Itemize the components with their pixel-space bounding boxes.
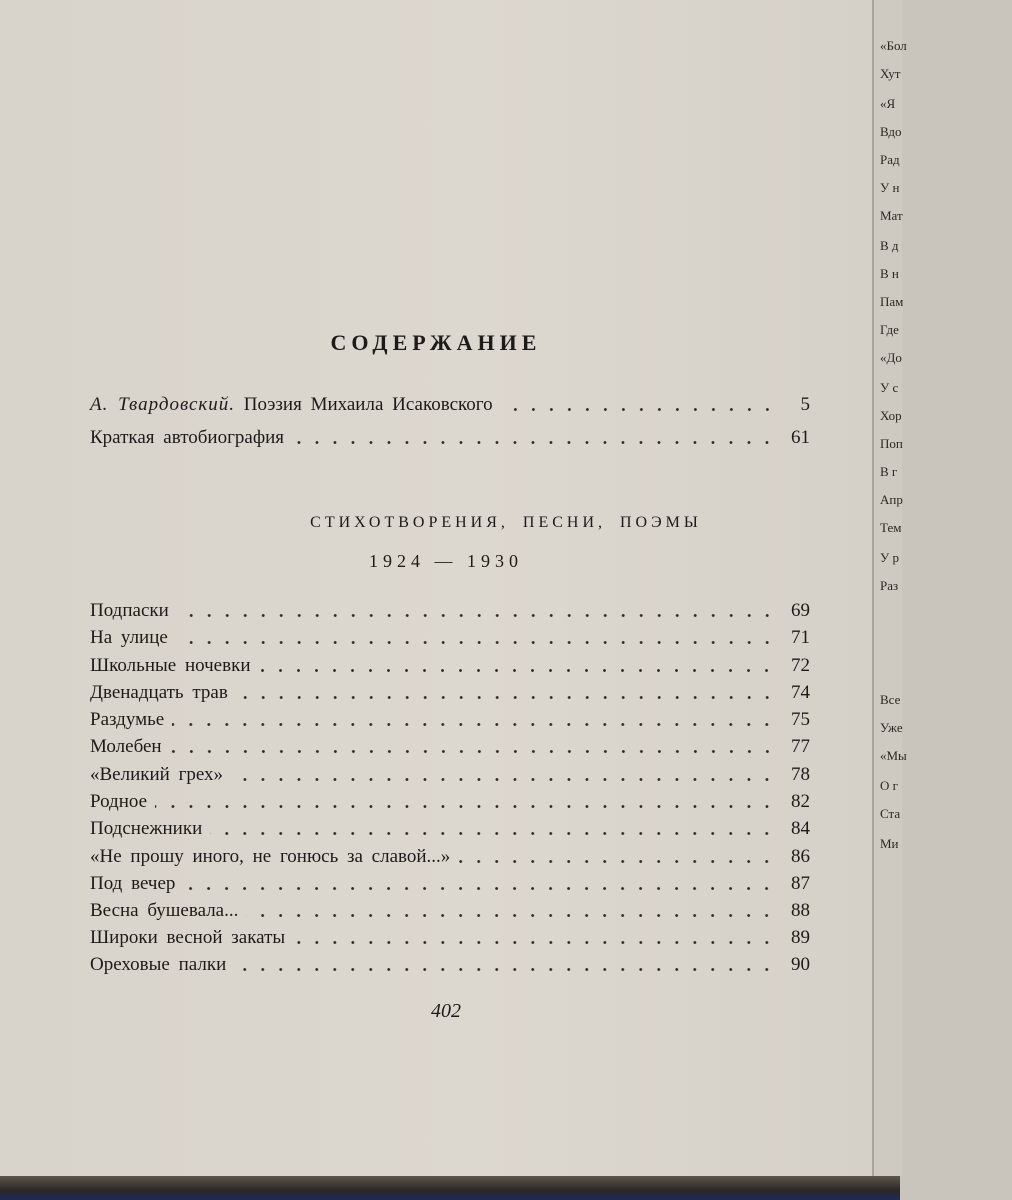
toc-entry-title: Ореховые палки: [90, 954, 227, 975]
toc-page-number: 74: [791, 682, 810, 703]
adjacent-page-fragment: «Бол: [880, 38, 907, 53]
dot-leader: [170, 750, 776, 753]
toc-entry: [90, 921, 810, 949]
adjacent-page-fragment: Пам: [880, 294, 904, 309]
adjacent-page-fragment: Апр: [880, 492, 903, 507]
adjacent-page-fragment: У р: [880, 550, 899, 565]
toc-entry: [90, 758, 810, 786]
toc-page-number: 71: [791, 627, 810, 648]
section-heading: СТИХОТВОРЕНИЯ, ПЕСНИ, ПОЭМЫ: [310, 514, 702, 531]
dot-leader: [155, 805, 776, 808]
toc-entry-title: Весна бушевала...: [90, 900, 239, 921]
toc-entry-title: «Не прошу иного, не гонюсь за славой...»: [90, 846, 451, 867]
toc-entry-title: Молебен: [90, 736, 162, 757]
page-number: 402: [431, 1000, 461, 1022]
toc-entry-label: [90, 394, 493, 416]
toc-entry: [90, 388, 810, 416]
toc-entry: [90, 840, 810, 868]
toc-entry: [90, 676, 810, 704]
dot-leader: [501, 408, 776, 411]
adjacent-page-fragment: Хор: [880, 408, 902, 423]
toc-entry: [90, 948, 810, 976]
dot-leader: [177, 614, 776, 617]
toc-entry: [90, 867, 810, 895]
adjacent-page-fragment: Ми: [880, 836, 899, 851]
adjacent-page-fragment: Уже: [880, 720, 903, 735]
adjacent-page-fragment: Ста: [880, 806, 901, 821]
toc-entry-title: Подснежники: [90, 818, 203, 839]
period-heading: 1924 — 1930: [369, 551, 523, 571]
adjacent-page-edge: [872, 0, 907, 1176]
dot-leader: [293, 941, 776, 944]
adjacent-page-fragment: «Мы: [880, 748, 907, 763]
adjacent-page-fragment: Мат: [880, 208, 903, 223]
dot-leader: [236, 696, 776, 699]
toc-page-number: 82: [791, 791, 810, 812]
toc-entry: [90, 703, 810, 731]
dot-leader: [176, 641, 776, 644]
dot-leader: [231, 778, 776, 781]
adjacent-page-fragment: Рад: [880, 152, 900, 167]
toc-page-number: 5: [800, 394, 810, 415]
dot-leader: [258, 669, 776, 672]
toc-entry-title: Под вечер: [90, 873, 176, 894]
dot-leader: [246, 914, 776, 917]
toc-entry-title: «Великий грех»: [90, 764, 224, 785]
adjacent-page-fragment: Где: [880, 322, 899, 337]
toc-page-number: 75: [791, 709, 810, 730]
toc-entry-title: На улице: [90, 627, 168, 648]
adjacent-page-fragment: Поп: [880, 436, 903, 451]
dot-leader: [458, 860, 776, 863]
toc-entry: [90, 894, 810, 922]
toc-entry-title: Раздумье: [90, 709, 165, 730]
toc-entry: [90, 649, 810, 677]
toc-entry-title: Подпаски: [90, 600, 169, 621]
adjacent-page-fragment: Все: [880, 692, 901, 707]
toc-entry-title: Школьные ночевки: [90, 655, 251, 676]
toc-entry-title: Двенадцать трав: [90, 682, 228, 703]
adjacent-page-fragment: «Я: [880, 96, 896, 111]
adjacent-page-fragment: У н: [880, 180, 900, 195]
adjacent-page-fragment: В д: [880, 238, 899, 253]
adjacent-page-fragment: Раз: [880, 578, 899, 593]
dot-leader: [183, 887, 776, 890]
toc-page-number: 89: [791, 927, 810, 948]
toc-page-number: 72: [791, 655, 810, 676]
adjacent-page-fragment: Вдо: [880, 124, 902, 139]
toc-entry: [90, 730, 810, 758]
adjacent-page-fragment: В г: [880, 464, 898, 479]
toc-entry-title: Краткая автобиография: [90, 427, 285, 448]
toc-page-number: 61: [791, 427, 810, 448]
toc-page-number: 84: [791, 818, 810, 839]
toc-page-number: 86: [791, 846, 810, 867]
toc-entry-author: А. Твардовский.: [90, 394, 236, 415]
toc-page-number: 69: [791, 600, 810, 621]
toc-entry: [90, 594, 810, 622]
adjacent-page-fragment: У с: [880, 380, 899, 395]
adjacent-page-fragment: Хут: [880, 66, 901, 81]
toc-entry-title: Поэзия Михаила Исаковского: [243, 394, 493, 415]
book-cover-edge: [0, 1176, 900, 1200]
toc-entry-title: Родное: [90, 791, 148, 812]
toc-page-number: 90: [791, 954, 810, 975]
dot-leader: [210, 832, 776, 835]
dot-leader: [292, 441, 776, 444]
toc-entry-title: Широки весной закаты: [90, 927, 286, 948]
adjacent-page-fragment: О г: [880, 778, 898, 793]
dot-leader: [172, 723, 776, 726]
toc-page-number: 77: [791, 736, 810, 757]
toc-page-number: 88: [791, 900, 810, 921]
toc-entry: [90, 812, 810, 840]
dot-leader: [234, 968, 776, 971]
toc-entry: [90, 621, 810, 649]
toc-page-number: 87: [791, 873, 810, 894]
toc-entry: [90, 785, 810, 813]
toc-page-number: 78: [791, 764, 810, 785]
adjacent-page-fragment: «До: [880, 350, 902, 365]
toc-entry: [90, 421, 810, 449]
adjacent-page-fragment: В н: [880, 266, 899, 281]
adjacent-page-fragment: Тем: [880, 520, 902, 535]
contents-title: СОДЕРЖАНИЕ: [330, 330, 542, 355]
